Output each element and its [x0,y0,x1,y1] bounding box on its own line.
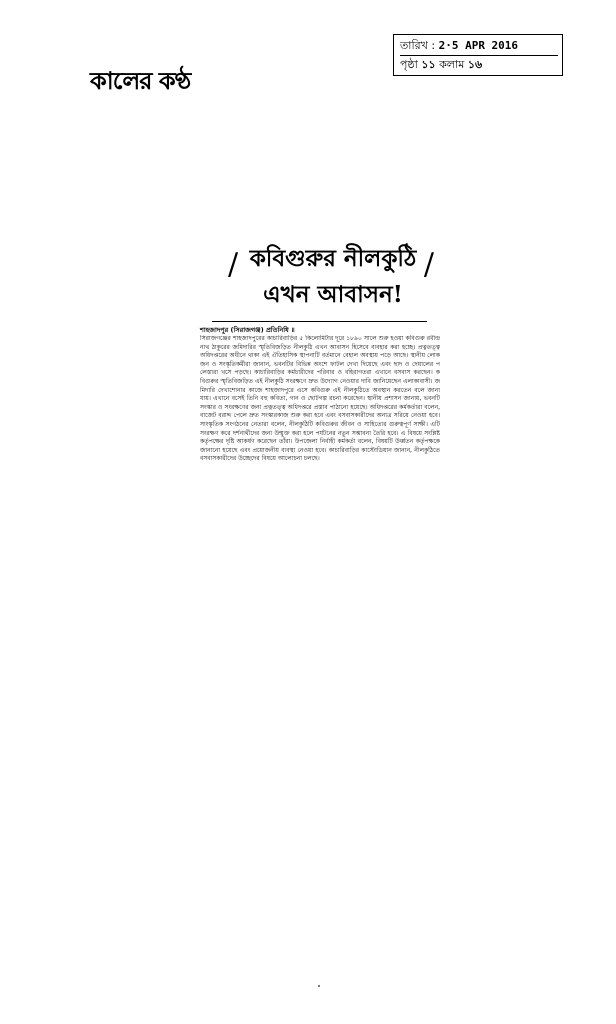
headline-slash-right: / [423,247,434,282]
masthead: কালের কণ্ঠ [90,66,191,95]
headline-slash-left: / [228,247,239,282]
stamp-date-value: 2·5 APR 2016 [438,39,519,52]
stamp-date-row: তারিখ : 2·5 APR 2016 [400,39,519,52]
scan-speck [318,985,320,987]
headline-rule [212,321,427,322]
stamp-date-label: তারিখ [400,39,428,52]
stamp-column-label: কলাম [439,58,465,71]
article-body: সিরাজগঞ্জের শাহজাদপুরের কাচারিবাড়ির ৫ কিলোমিটার দূরে ১৮৯০ সালে শুরু হওয়া কবিগুরু রবীন্দ্রনাথ ঠাকুরের জমিদারির স্মৃতিবিজড়িত নীলকুঠি এখন আবাসন হিসেবে ব্যবহার করা হচ্ছে। প্রত্নতত্ত্ব অধিদপ্তরের অধীনে থাকা এই ঐতিহাসিক স্থাপনাটি বর্তমানে বেহাল অবস্থায় পড়ে আছে। স্থানীয় লোকজন ও সংস্কৃতিকর্মীরা জানান, ভবনটির বিভিন্ন অংশে ফাটল দেখা দিয়েছে এবং ছাদ ও দেয়ালের পলেস্তারা খসে পড়ছে। কাচারিবাড়ির কর্মচারীদের পরিবার ও বহিরাগতরা এখানে বসবাস করছেন। কবিগুরুর স্মৃতিবিজড়িত এই নীলকুঠি সংরক্ষণে দ্রুত উদ্যোগ নেওয়ার দাবি জানিয়েছেন এলাকাবাসী। জমিদারি দেখাশোনার কাজে শাহজাদপুরে এসে কবিগুরু এই নীলকুঠিতে অবস্থান করতেন বলে জানা যায়। এখানে বসেই তিনি বহু কবিতা, গান ও ছোটগল্প রচনা করেছেন। স্থানীয় প্রশাসন জানায়, ভবনটি সংস্কার ও সংরক্ষণের জন্য প্রত্নতত্ত্ব অধিদপ্তরে প্রস্তাব পাঠানো হয়েছে। অধিদপ্তরের কর্মকর্তারা বলেন, বাজেট বরাদ্দ পেলে দ্রুত সংস্কারকাজ শুরু করা হবে এবং বসবাসকারীদের অন্যত্র সরিয়ে নেওয়া হবে। সাংস্কৃতিক সংগঠনের নেতারা বলেন, নীলকুঠিটি কবিগুরুর জীবন ও সাহিত্যের গুরুত্বপূর্ণ সাক্ষী। এটি সংরক্ষণ করে দর্শনার্থীদের জন্য উন্মুক্ত করা হলে পর্যটনের নতুন সম্ভাবনা তৈরি হবে। এ বিষয়ে সংশ্লিষ্ট কর্তৃপক্ষের দৃষ্টি আকর্ষণ করেছেন তাঁরা। উপজেলা নির্বাহী কর্মকর্তা বলেন, বিষয়টি উর্ধ্বতন কর্তৃপক্ষকে জানানো হয়েছে এবং প্রয়োজনীয় ব্যবস্থা নেওয়া হবে। কাচারিবাড়ির কাস্টোডিয়ান জানান, নীলকুঠিতে বসবাসকারীদের উচ্ছেদের বিষয়ে আলোচনা চলছে। [200,335,440,463]
stamp-page-row [400,55,558,74]
news-clipping [200,243,440,601]
clipping-stamp [393,34,563,76]
stamp-page-value: ১১ [421,58,436,71]
headline-line-1: কবিগুরুর নীলকুঠি [249,245,417,272]
stamp-page-label: পৃষ্ঠা [400,58,418,71]
article-headline [228,243,438,313]
stamp-column-value: ১৬ [467,58,483,71]
article-dateline: শাহজাদপুর (সিরাজগঞ্জ) প্রতিনিধি ॥ [200,326,295,334]
headline-line-2: এখন আবাসন! [263,281,403,308]
